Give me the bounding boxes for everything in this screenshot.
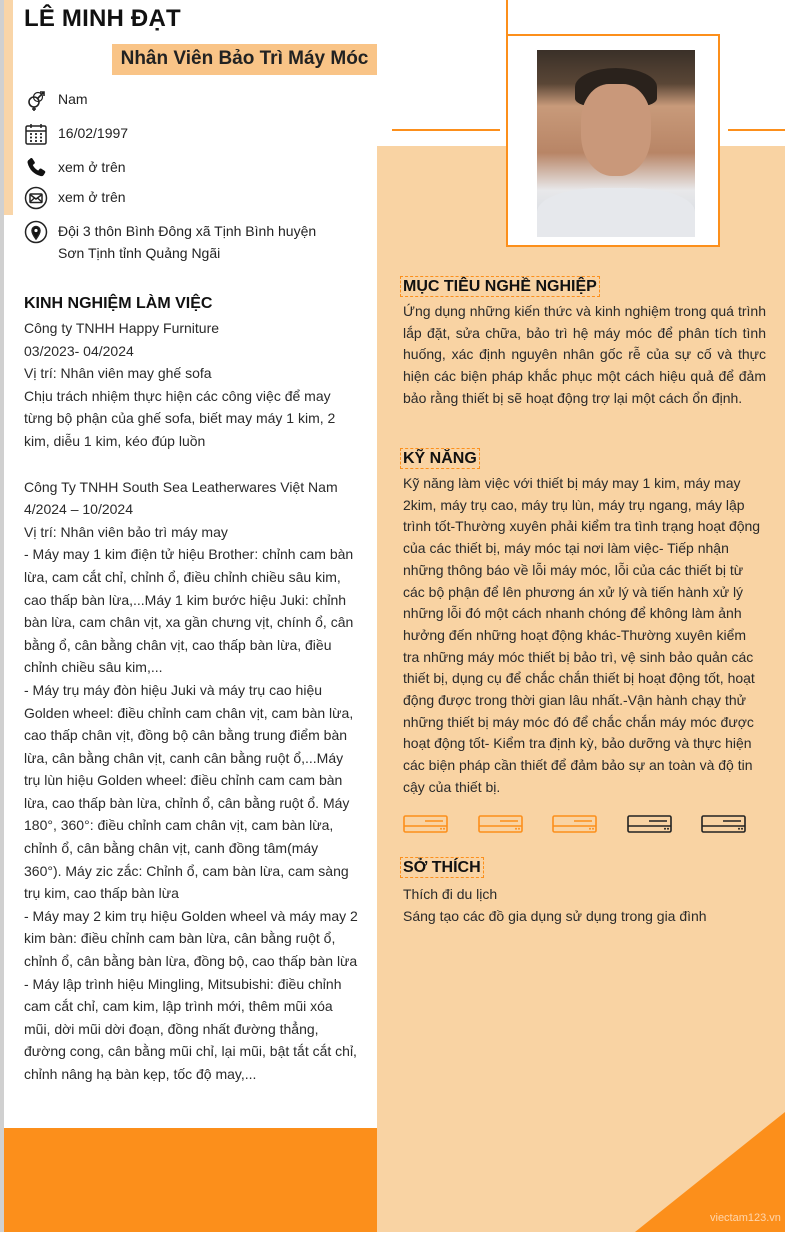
sewing-machine-icon — [403, 814, 448, 834]
gender-value: Nam — [58, 91, 88, 107]
decor-line-left — [392, 129, 500, 131]
job-1-company: Công ty TNHH Happy Furniture — [24, 320, 220, 336]
sewing-machine-icon — [478, 814, 523, 834]
sewing-machine-icon — [552, 814, 597, 834]
hobby-item: Sáng tạo các đồ gia dụng sử dụng trong gia đình — [403, 907, 707, 924]
gender-row — [24, 88, 88, 112]
decor-line-right — [728, 129, 785, 131]
experience-heading: KINH NGHIỆM LÀM VIỆC — [24, 295, 213, 312]
phone-row — [24, 156, 126, 180]
job-title: Nhân Viên Bảo Trì Máy Móc — [112, 44, 377, 75]
job-2-position: Vị trí: Nhân viên bảo trì máy may — [24, 523, 228, 540]
email-value: xem ở trên — [58, 189, 126, 205]
skills-text: Kỹ năng làm việc với thiết bị máy may 1 kim, máy may 2kim, máy trụ cao, máy trụ lùn, máy trụ ngang, máy lập trình tốt-Thường xuyên phải kiểm tra tình trạng hoạt động của các thiết bị, máy móc tại nơi làm việc- Tiếp nhận những thông báo về lỗi máy móc, lỗi của các thiết bị từ các bộ phận để lên phương án xử lý và tiến hành xử lý những lỗi đó một cách nhanh chóng để không làm ảnh hưởng đến những hoạt động khác-Thường xuyên kiểm tra những máy móc thiết bị bảo trì, vệ sinh bảo quản các thiết bị, dụng cụ để chắc chắn thiết bị hoạt động tốt, hoạt động được trong thời gian lâu nhất.-Vận hành chạy thử những thiết bị máy móc đó để chắc chắn máy móc được hoạt động tốt- Kiểm tra định kỳ, bảo dưỡng và thực hiện các biện pháp cần thiết để đảm bảo sự an toàn và độ tin cậy của thiết bị. — [403, 475, 761, 795]
job-1-position: Vị trí: Nhân viên may ghế sofa — [24, 365, 212, 382]
address-line-1: Đội 3 thôn Bình Đông xã Tịnh Bình huyện — [58, 223, 317, 239]
watermark: viectam123.vn — [710, 1212, 781, 1224]
address-line-2: Sơn Tịnh tỉnh Quảng Ngãi — [58, 245, 221, 261]
birthday-value: 16/02/1997 — [58, 125, 129, 141]
decor-line-vertical — [506, 0, 508, 36]
calendar-icon — [24, 122, 48, 146]
skill-rating — [403, 814, 748, 836]
job-2-detail-3: - Máy may 2 kim trụ hiệu Golden wheel và máy may 2 kim bàn: điều chỉnh cam bàn lừa, cân bằng ruột ổ, chỉnh ổ, cân bằng bàn lừa, đồng bộ, cao thấp bàn lừa — [24, 907, 358, 970]
hobby-item: Thích đi du lịch — [403, 886, 498, 902]
phone-value: xem ở trên — [58, 159, 126, 175]
address-row — [24, 220, 316, 264]
skills-section — [403, 448, 766, 799]
gender-icon — [24, 88, 48, 112]
experience-section — [24, 295, 359, 1086]
job-1-period: 03/2023- 04/2024 — [24, 342, 134, 359]
page-bottom-margin — [0, 1232, 785, 1256]
objective-text: Ứng dụng những kiến thức và kinh nghiệm trong quá trình lắp đặt, sửa chữa, bảo trì hệ máy móc để phân tích tình huống, xác định nguyên nhân gốc rễ của sự cố và thực hiện các biện pháp khắc phục một cách hiệu quả để đảm bảo rằng thiết bị sẽ hoạt động trợ lại một cách ổn định. — [403, 303, 766, 406]
hobbies-list — [403, 884, 766, 927]
email-icon — [24, 186, 48, 210]
candidate-name: LÊ MINH ĐẠT — [24, 5, 181, 32]
email-row — [24, 186, 126, 210]
profile-photo — [537, 50, 695, 237]
birthday-row — [24, 122, 128, 146]
job-2-detail-2: - Máy trụ máy đòn hiệu Juki và máy trụ cao hiệu Golden wheel: điều chỉnh cam chân vịt, cam bàn lừa, cao thấp chân vịt, đồng bộ cân bằng trung điểm bàn lừa, cân bằng chân vịt, canh cân bằng ruột ổ,...Máy trụ lùn hiệu Golden wheel: điều chỉnh cam cam bàn lừa, cao thấp bàn lừa, chỉnh ổ, cân bằng ruột ổ. Máy 180°, 360°: điều chỉnh cam chân vịt, cam bàn lừa, chỉnh ổ, cân bằng chân vịt, canh đồng tâm(máy 360°). Máy zic zắc: Chỉnh ổ, cam bàn lừa, cam sàng trụ kim, cao thấp bàn lừa — [24, 681, 354, 902]
accent-bar — [4, 0, 13, 215]
objective-heading: MỤC TIÊU NGHỀ NGHIỆP — [400, 276, 600, 297]
job-1-detail: Chịu trách nhiệm thực hiện các công việc để may từng bộ phận của ghế sofa, biết may máy 1 kim, 2 kim, diễu 1 kim, kéo đúp luồn — [24, 387, 336, 449]
job-2-period: 4/2024 – 10/2024 — [24, 501, 133, 518]
phone-icon — [24, 156, 48, 180]
objective-section — [403, 276, 766, 410]
job-2-detail-1: - Máy may 1 kim điện tử hiệu Brother: chỉnh cam bàn lừa, cam cắt chỉ, chỉnh ổ, điều chỉnh chiều sâu kim, cao thấp bàn lừa,...Máy 1 kim bước hiệu Juki: chỉnh bàn lừa, cam chân vịt, xa gần chưng vịt, chính ổ, cân bằng ổ, cân bằng chân vịt, cao thấp bàn lừa, điều chỉnh chiều sâu kim,... — [24, 546, 354, 676]
job-2-detail-4: - Máy lập trình hiệu Mingling, Mitsubishi: điều chỉnh cam cắt chỉ, cam kim, lập trình mới, thêm mũi xóa mũi, dời mũi dời đoạn, đồng nhất đường thẳng, đường cong, cân bằng mũi chỉ, lại mũi, bật tắt cắt chỉ, chỉnh nâng hạ bàn kẹp, tốc độ may,... — [24, 975, 357, 1082]
sewing-machine-icon — [627, 814, 672, 834]
location-pin-icon — [24, 220, 48, 244]
hobbies-heading: SỞ THÍCH — [400, 857, 484, 878]
job-2-company: Công Ty TNHH South Sea Leatherwares Việt Nam — [24, 478, 338, 495]
skills-heading: KỸ NĂNG — [400, 448, 480, 469]
address-value — [58, 220, 316, 264]
hobbies-section — [403, 857, 766, 927]
sewing-machine-icon — [701, 814, 746, 834]
footer-block — [4, 1128, 377, 1232]
